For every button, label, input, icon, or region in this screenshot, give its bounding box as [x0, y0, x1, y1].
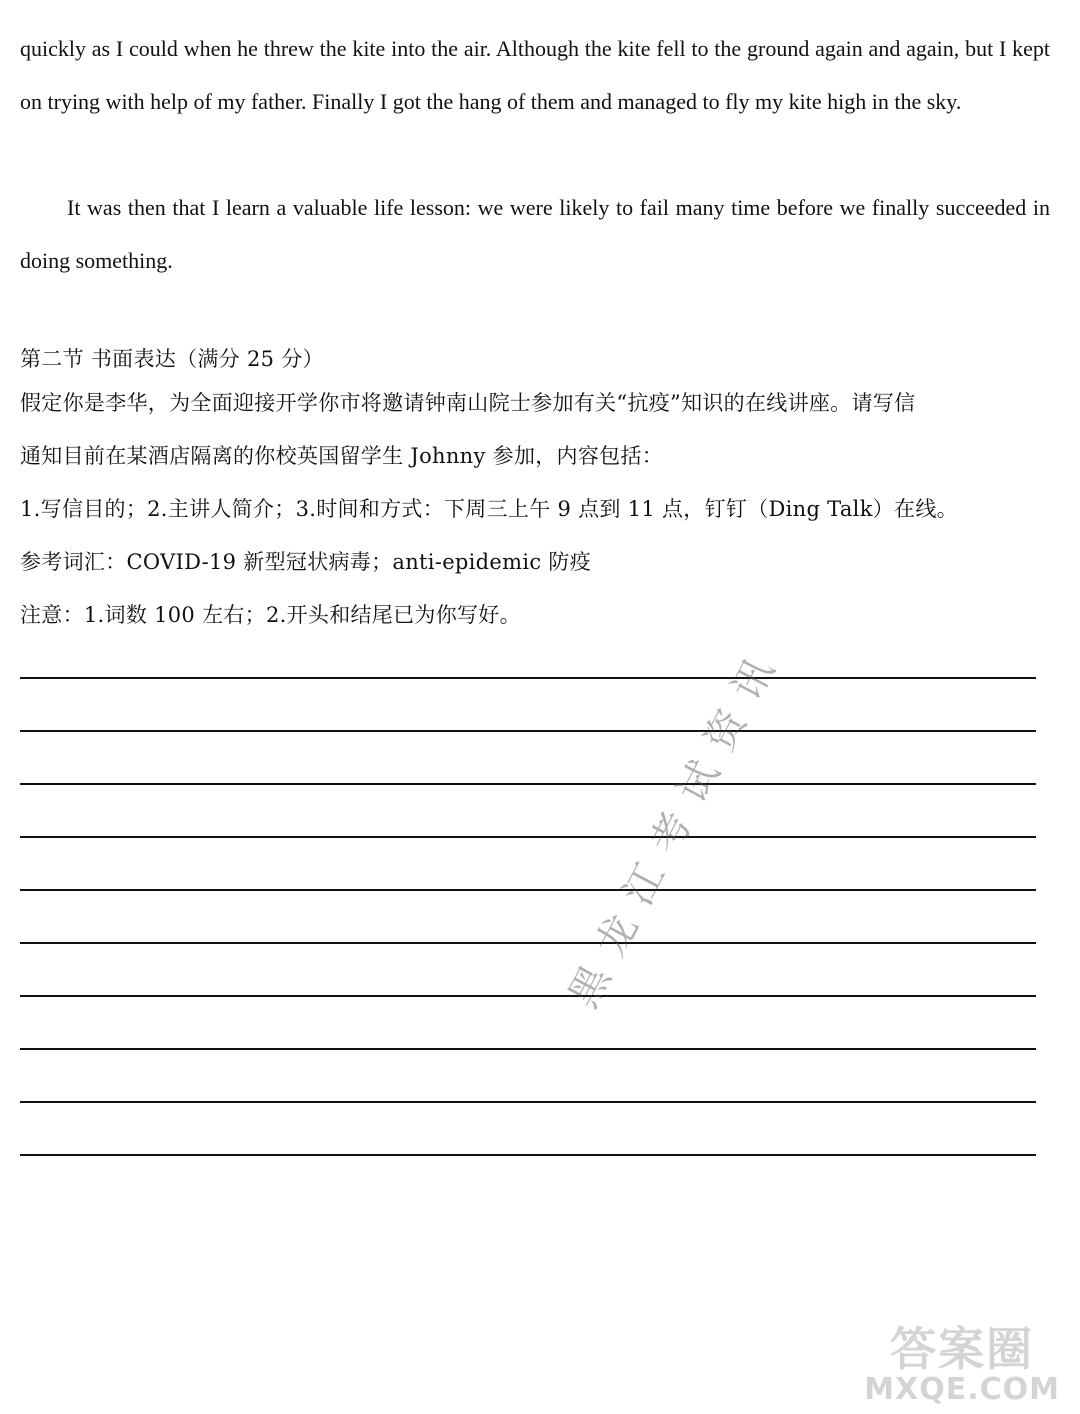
answer-line: [20, 677, 1036, 679]
section-heading: 第二节 书面表达（满分 25 分）: [20, 347, 324, 371]
answer-line: [20, 836, 1036, 838]
notes-line: 注意：1.词数 100 左右；2.开头和结尾已为你写好。: [20, 603, 521, 627]
passage-paragraph-2: It was then that I learn a valuable life lesson: we were likely to fail many time before we finally succeeded in doing something.: [20, 195, 1050, 273]
logo-text-top: 答案圈: [890, 1322, 1035, 1376]
vocabulary-line: 参考词汇：COVID-19 新型冠状病毒；anti-epidemic 防疫: [20, 550, 592, 574]
answer-line: [20, 783, 1036, 785]
logo-text-bottom: MXQE.COM: [864, 1372, 1060, 1407]
requirements-line: 1.写信目的；2.主讲人简介；3.时间和方式：下周三上午 9 点到 11 点，钉钉（Ding Talk）在线。: [20, 497, 958, 521]
prompt-line-1: 假定你是李华，为全面迎接开学你市将邀请钟南山院士参加有关“抗疫”知识的在线讲座。请写信: [20, 391, 916, 415]
answer-line: [20, 889, 1036, 891]
watermark: 黑龙江考试资讯: [560, 635, 792, 1016]
answer-line: [20, 1048, 1036, 1050]
answer-line: [20, 730, 1036, 732]
answer-line: [20, 1154, 1036, 1156]
passage-paragraph-1: quickly as I could when he threw the kite into the air. Although the kite fell to the ground again and again, but I kept on trying with help of my father. Finally I got the hang of them and managed to fly my kite high in the sky.: [20, 36, 1050, 114]
site-logo: [864, 1324, 1060, 1406]
answer-line: [20, 995, 1036, 997]
answer-line: [20, 1101, 1036, 1103]
answer-line: [20, 942, 1036, 944]
prompt-line-2: 通知目前在某酒店隔离的你校英国留学生 Johnny 参加，内容包括：: [20, 444, 664, 468]
